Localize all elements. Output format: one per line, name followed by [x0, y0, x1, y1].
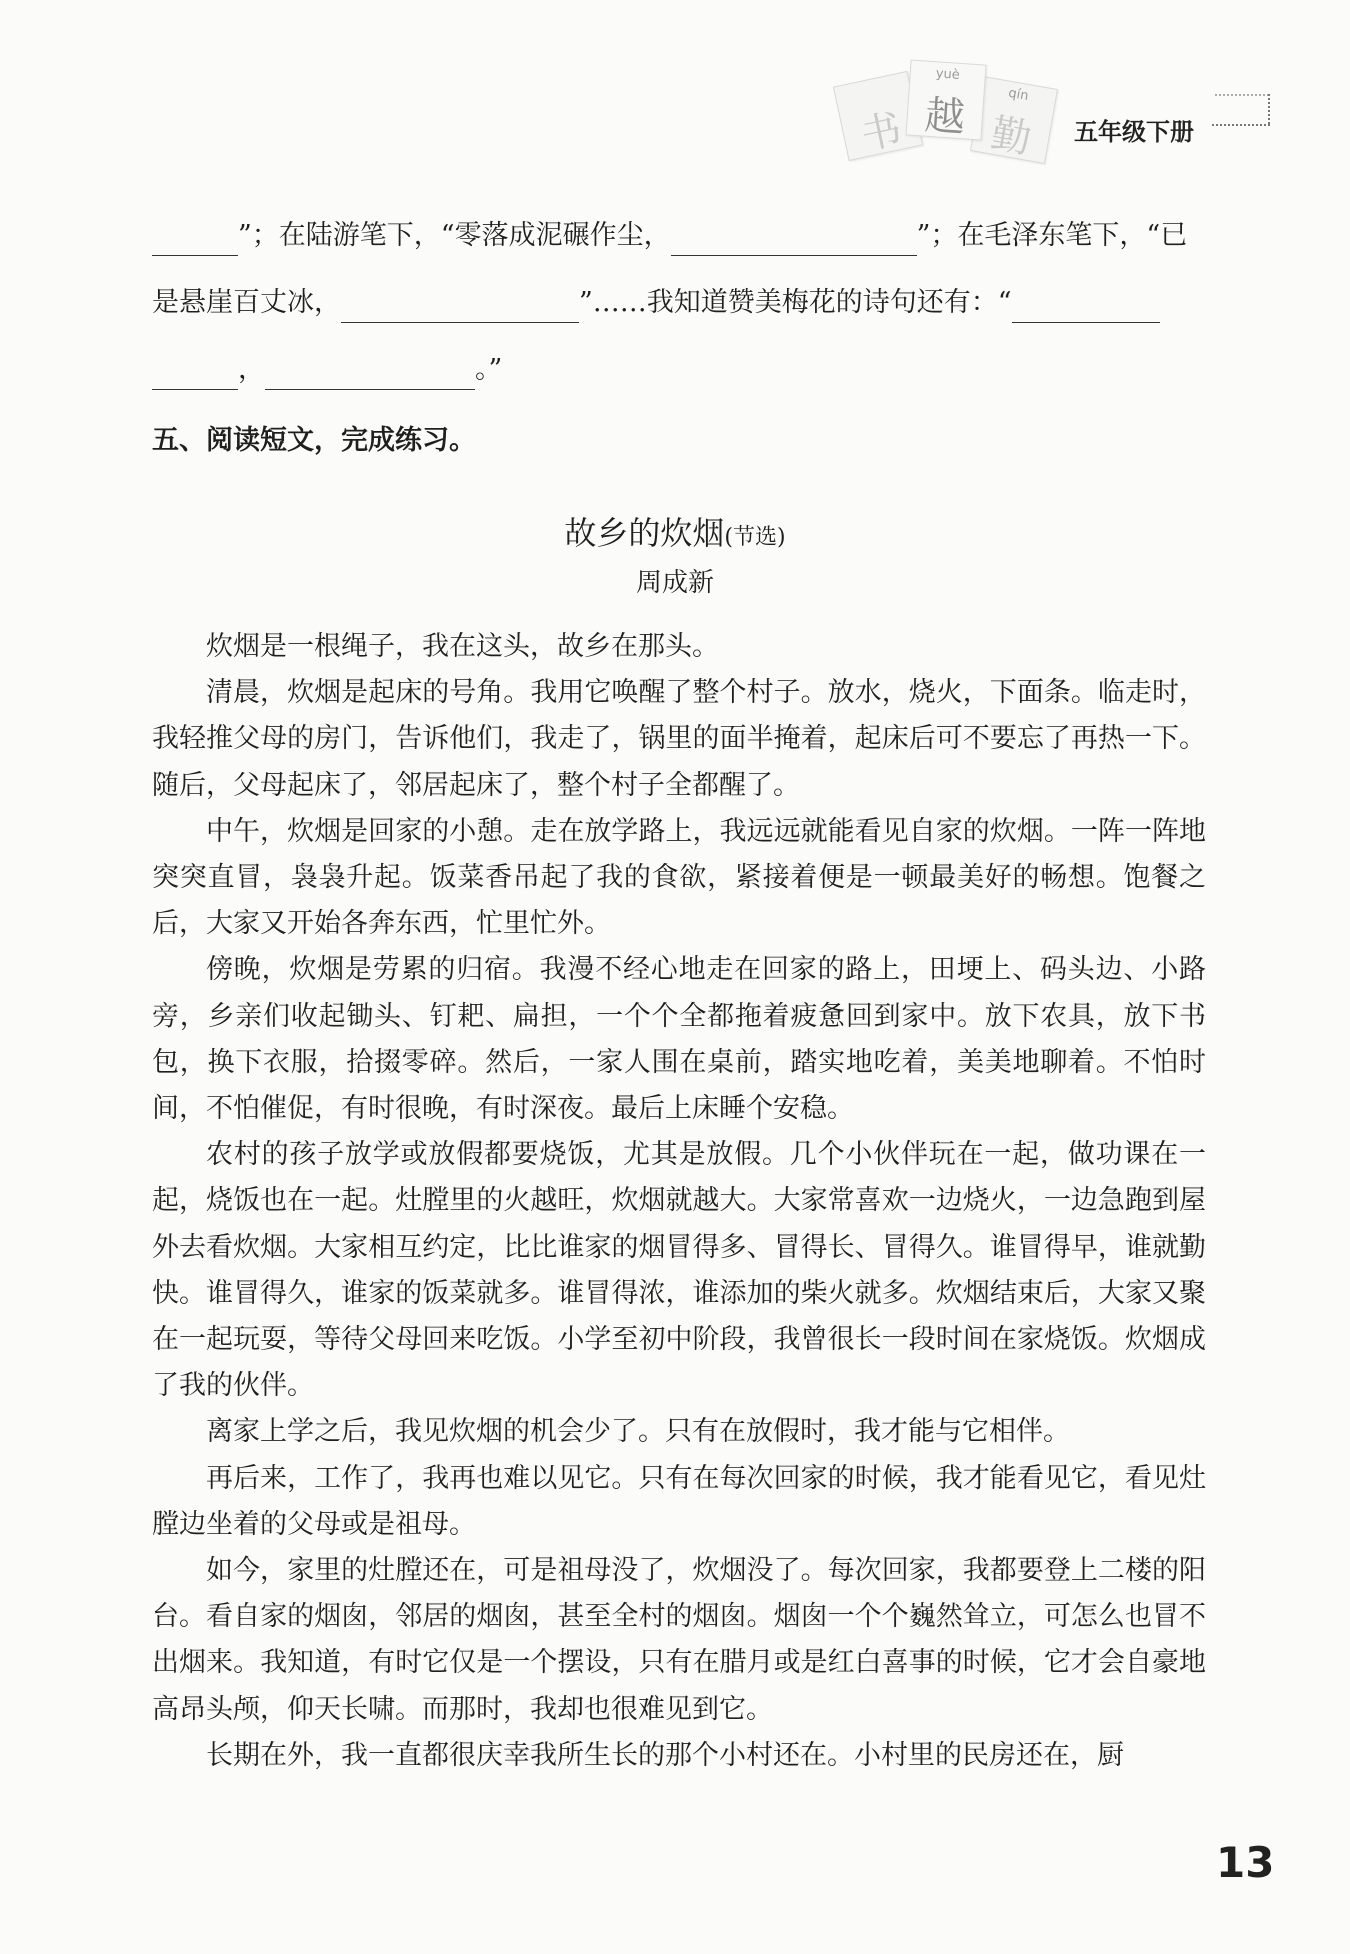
article-author: 周成新 — [635, 568, 714, 598]
logo-tile — [905, 59, 986, 140]
article-paragraph: 炊烟是一根绳子，我在这头，故乡在那头。 — [206, 631, 719, 662]
article-paragraph: 清晨，炊烟是起床的号角。我用它唤醒了整个村子。放水，烧火，下面条。临走时，我轻推父母的房门，告诉他们，我走了，锅里的面半掩着，起床后可不要忘了再热一下。随后，父母起床了，邻居起床了，整个村子全都醒了。 — [152, 677, 1206, 801]
logo-tile-char: 书 — [857, 105, 906, 160]
article-paragraph: 如今，家里的灶膛还在，可是祖母没了，炊烟没了。每次回家，我都要登上二楼的阳台。看自家的烟囱，邻居的烟囱，甚至全村的烟囱。烟囱一个个巍然耸立，可怎么也冒不出烟来。我知道，有时它仅是一个摆设，只有在腊月或是红白喜事的时候，它才会自豪地高昂头颅，仰天长啸。而那时，我却也很难见到它。 — [152, 1555, 1206, 1725]
fill-in-line — [152, 350, 1202, 390]
fill-in-text: ， — [238, 354, 265, 385]
article-title — [0, 508, 1350, 554]
fill-in-text: ”……我知道赞美梅花的诗句还有：“ — [579, 287, 1012, 318]
article-body — [152, 624, 1206, 1779]
logo-tile-pinyin — [835, 76, 907, 91]
series-logo — [840, 62, 1040, 172]
section-title: 五、阅读短文，完成练习。 — [152, 425, 476, 456]
fill-in-text: ”；在陆游笔下，“零落成泥碾作尘， — [238, 220, 671, 251]
article-paragraph: 再后来，工作了，我再也难以见它。只有在每次回家的时候，我才能看见它，看见灶膛边坐着的父母或是祖母。 — [152, 1462, 1206, 1540]
article-paragraph: 中午，炊烟是回家的小憩。走在放学路上，我远远就能看见自家的炊烟。一阵一阵地突突直冒，袅袅升起。饭菜香吊起了我的食欲，紧接着便是一顿最美好的畅想。饱餐之后，大家又开始各奔东西，忙里忙外。 — [152, 815, 1206, 940]
page-number: 13 — [1216, 1838, 1275, 1887]
header-divider — [1268, 94, 1270, 124]
answer-blank[interactable] — [341, 292, 579, 323]
grade-label: 五年级下册 — [1074, 118, 1194, 146]
answer-blank[interactable] — [152, 359, 238, 390]
article-paragraph: 农村的孩子放学或放假都要烧饭，尤其是放假。几个小伙伴玩在一起，做功课在一起，烧饭也在一起。灶膛里的火越旺，炊烟就越大。大家常喜欢一边烧火，一边急跑到屋外去看炊烟。大家相互约定，比比谁家的烟冒得多、冒得长、冒得久。谁冒得早，谁就勤快。谁冒得久，谁家的饭菜就多。谁冒得浓，谁添加的柴火就多。炊烟结束后，大家又聚在一起玩耍，等待父母回来吃饭。小学至初中阶段，我曾很长一段时间在家烧饭。炊烟成了我的伙伴。 — [152, 1139, 1206, 1402]
answer-blank[interactable] — [152, 225, 238, 256]
header-divider — [1215, 94, 1269, 96]
article-title-note: (节选) — [724, 525, 786, 550]
article-paragraph: 长期在外，我一直都很庆幸我所生长的那个小村还在。小村里的民房还在，厨 — [206, 1739, 1124, 1771]
logo-tile-char: 越 — [923, 92, 967, 142]
answer-blank[interactable] — [1012, 292, 1160, 323]
fill-in-line — [152, 283, 1202, 323]
logo-tile-pinyin: yuè — [935, 66, 961, 83]
logo-tile-pinyin: qín — [1007, 85, 1030, 105]
answer-blank[interactable] — [671, 225, 917, 256]
header-divider — [1212, 124, 1270, 126]
article-paragraph: 傍晚，炊烟是劳累的归宿。我漫不经心地走在回家的路上，田埂上、码头边、小路旁，乡亲们收起锄头、钉耙、扁担，一个个全都拖着疲惫回到家中。放下农具，放下书包，换下衣服，拾掇零碎。然后，一家人围在桌前，踏实地吃着，美美地聊着。不怕时间，不怕催促，有时很晚，有时深夜。最后上床睡个安稳。 — [152, 954, 1206, 1125]
answer-blank[interactable] — [265, 359, 475, 390]
logo-tile-char: 勤 — [987, 110, 1035, 163]
article-title-text: 故乡的炊烟 — [564, 514, 725, 552]
fill-in-line — [152, 216, 1202, 256]
fill-in-text: ”；在毛泽东笔下，“已 — [916, 220, 1188, 251]
fill-in-text: 是悬崖百丈冰， — [152, 287, 341, 318]
fill-in-text: 。” — [475, 354, 503, 385]
article-paragraph: 离家上学之后，我见炊烟的机会少了。只有在放假时，我才能与它相伴。 — [206, 1416, 1070, 1448]
